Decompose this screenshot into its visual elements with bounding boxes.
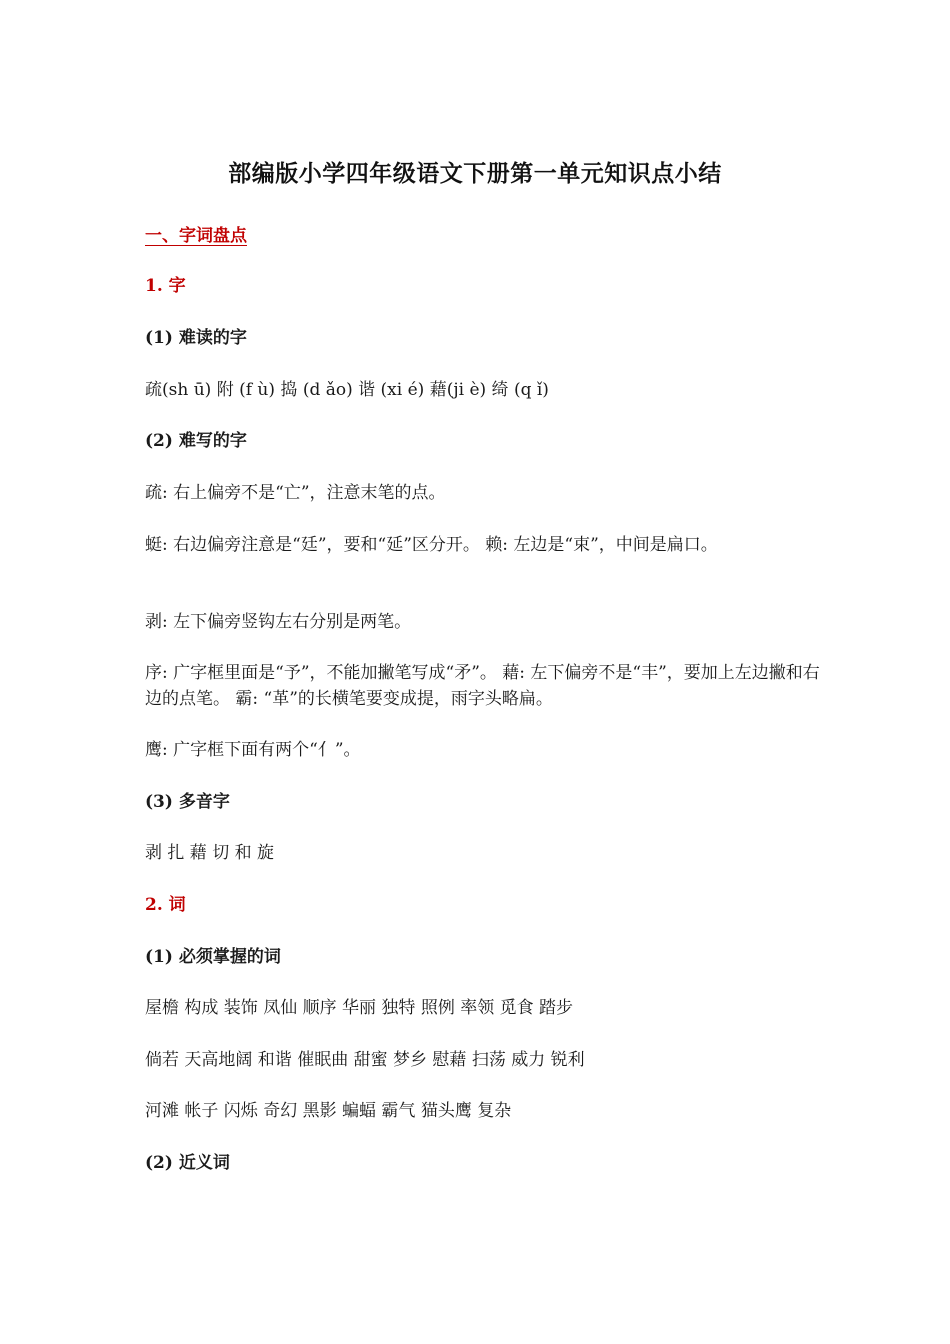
heading-polyphone: (3) 多音字 <box>145 792 230 812</box>
subsection-heading-words: 2. 词 <box>145 895 186 915</box>
hard-to-write-item: 疏: 右上偏旁不是“亡”，注意末笔的点。 <box>145 483 446 503</box>
heading-must-master: (1) 必须掌握的词 <box>145 947 281 967</box>
hard-to-write-item: 蜓: 右边偏旁注意是“廷”，要和“延”区分开。 赖: 左边是“束”，中间是扁口。 <box>145 535 718 555</box>
hard-to-read-list: 疏(sh ū) 附 (f ù) 捣 (d ǎo) 谐 (xi é) 藉(ji è) 绮 (q ǐ) <box>145 380 549 400</box>
word-list-row: 倘若 天高地阔 和谐 催眠曲 甜蜜 梦乡 慰藉 扫荡 威力 锐利 <box>145 1050 585 1070</box>
heading-hard-to-read: (1) 难读的字 <box>145 328 247 348</box>
page-title: 部编版小学四年级语文下册第一单元知识点小结 <box>228 160 722 187</box>
hard-to-write-item: 鹰: 广字框下面有两个“亻”。 <box>145 740 361 760</box>
hard-to-write-item: 剥: 左下偏旁竖钩左右分别是两笔。 <box>145 612 412 632</box>
heading-hard-to-write: (2) 难写的字 <box>145 431 247 451</box>
word-list-row: 河滩 帐子 闪烁 奇幻 黑影 蝙蝠 霸气 猫头鹰 复杂 <box>145 1101 512 1121</box>
polyphone-list: 剥 扎 藉 切 和 旋 <box>145 843 275 863</box>
heading-synonyms: (2) 近义词 <box>145 1153 230 1173</box>
subsection-heading-chars: 1. 字 <box>145 276 186 296</box>
section-heading: 一、字词盘点 <box>145 226 247 246</box>
hard-to-write-item: 序: 广字框里面是“予”，不能加撇笔写成“矛”。 藉: 左下偏旁不是“丰”，要加上左边撇和右边的点笔。 霸: “革”的长横笔要变成提，雨字头略扁。 <box>145 663 820 709</box>
word-list-row: 屋檐 构成 装饰 凤仙 顺序 华丽 独特 照例 率领 觅食 踏步 <box>145 998 574 1018</box>
